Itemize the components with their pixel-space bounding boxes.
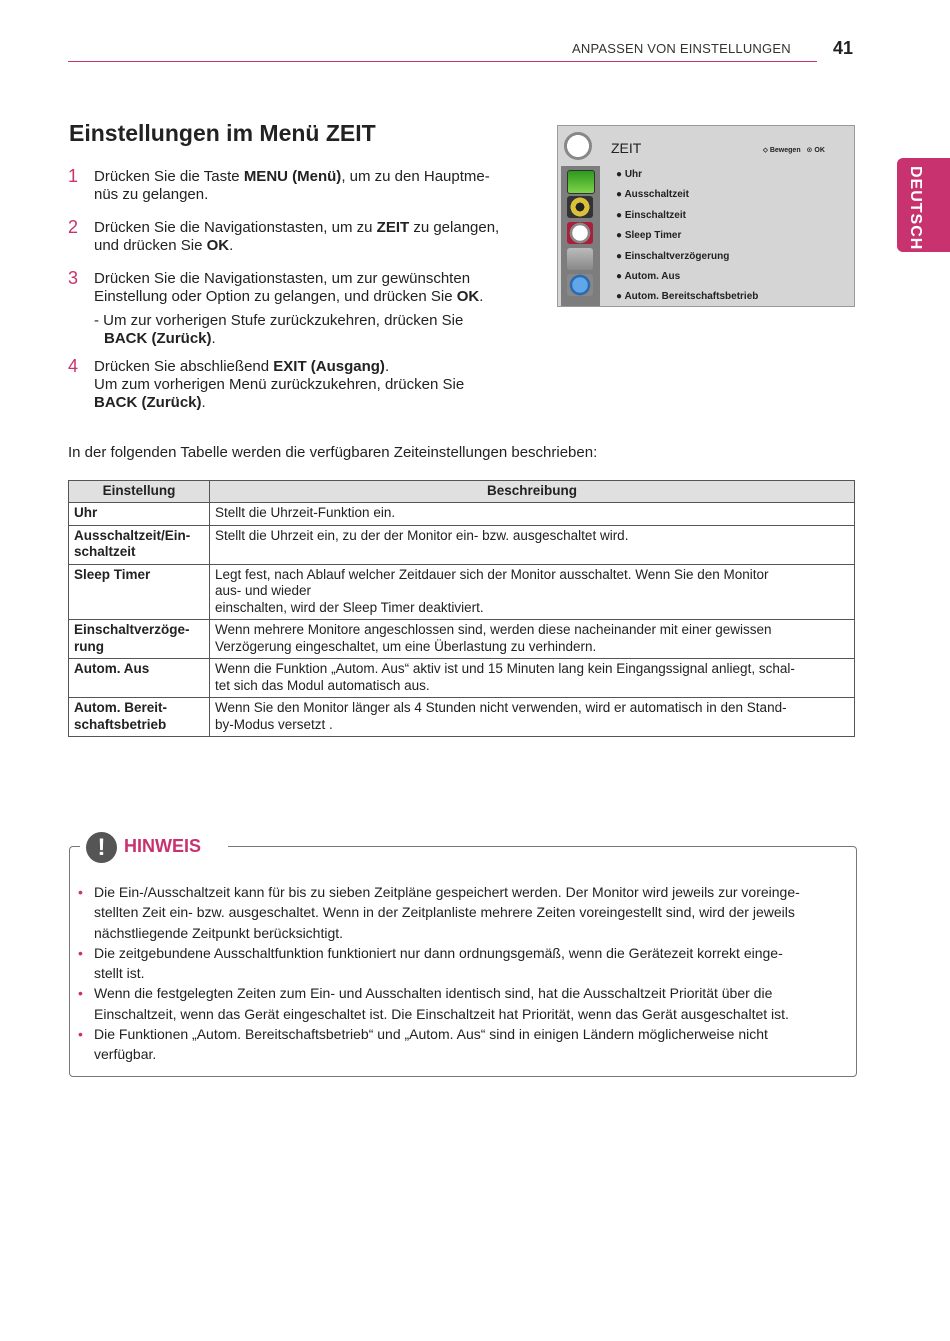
settings-category-icon [567,248,593,270]
header-rule [68,61,817,62]
note-line: stellten Zeit ein- bzw. ausgeschaltet. Wenn in der Zeitplanliste mehrere Zeiten voreingestellt sind, wird der jeweils [94,904,795,921]
navigation-arrows-icon: ⬦ [763,147,768,154]
osd-item-list [616,168,758,311]
setting-description [210,525,855,564]
ok-button-icon: ⊙ [806,147,813,154]
network-category-icon [567,274,593,296]
page-heading: Einstellungen im Menü ZEIT [69,120,376,146]
table-row [69,564,855,620]
osd-item: ● Einschaltzeit [616,209,686,221]
osd-item: ● Uhr [616,169,643,180]
subnote-text: . [211,330,216,347]
step-text-part: . [384,358,390,375]
note-item [78,1024,838,1065]
table-header-row [69,481,855,503]
setting-name [69,620,210,659]
step-number: 3 [68,268,79,288]
step-key: BACK (Zurück) [94,394,202,411]
step-text-part: Drücken Sie die Navigationstasten, um zu [94,219,377,236]
cell-line: Stellt die Uhrzeit ein, zu der der Monitor ein- bzw. ausgeschaltet wird. [215,527,629,543]
note-item [78,983,838,1024]
setting-description [210,620,855,659]
audio-category-icon [567,196,593,218]
page-number: 41 [833,38,854,58]
clock-icon [564,132,592,160]
step-text [94,358,554,412]
step-text [94,168,554,204]
osd-title: ZEIT [611,140,642,156]
cell-line: Sleep Timer [74,566,151,582]
table-row [69,659,855,698]
note-line: Einschaltzeit, wenn das Gerät eingeschaltet ist. Die Einschaltzeit hat Priorität, wenn das Gerät ausgeschaltet ist. [94,1005,789,1022]
osd-item: ● Ausschaltzeit [616,189,689,201]
osd-item-label: Einschaltzeit [624,209,686,221]
cell-line: tet sich das Modul automatisch aus. [215,677,430,693]
step-number: 4 [68,356,79,376]
note-line: Die Ein-/Ausschaltzeit kann für bis zu sieben Zeitpläne gespeichert werden. Der Monitor wird jeweils zur voreinge- [94,884,800,900]
column-header: Beschreibung [210,481,855,503]
table-row [69,503,855,526]
step-text-part: Um zum vorherigen Menü zurückzukehren, drücken Sie [94,376,465,393]
table-intro: In der folgenden Tabelle werden die verfügbaren Zeiteinstellungen beschrieben: [68,444,598,461]
cell-line: Autom. Bereit- [74,700,168,715]
language-tab [897,158,950,252]
cell-line: by-Modus versetzt . [215,716,333,732]
osd-item-label: Uhr [624,169,643,180]
setting-description [210,564,855,620]
cell-line: Wenn Sie den Monitor länger als 4 Stunden nicht verwenden, wird er automatisch in den Stand- [215,700,787,715]
step-text [94,270,554,306]
osd-item: ● Sleep Timer [616,230,682,242]
step-key: OK [206,237,230,254]
osd-item-label: Sleep Timer [624,230,682,242]
subnote-key: BACK (Zurück) [104,330,212,347]
step-number: 2 [68,217,79,237]
note-line: verfügbar. [94,1046,157,1063]
step-text-part: . [479,288,484,305]
note-list [78,882,838,1065]
setting-name [69,659,210,698]
cell-line: rung [74,638,104,654]
table-row [69,698,855,737]
setting-description [210,503,855,526]
setting-name [69,698,210,737]
setting-name [69,525,210,564]
step-2 [68,219,548,259]
osd-item: ● Einschaltverzögerung [616,250,730,262]
step-text-part: und drücken Sie [94,237,207,254]
note-title: HINWEIS [124,836,202,856]
cell-line: schaltzeit [74,544,136,559]
step-key: EXIT (Ausgang) [273,358,385,375]
cell-line: einschalten, wird der Sleep Timer deaktiviert. [215,599,484,615]
note-item [78,882,838,943]
step-4 [68,358,548,416]
cell-line: Stellt die Uhrzeit-Funktion ein. [215,505,396,520]
column-header: Einstellung [69,481,210,503]
table-row [69,525,855,564]
cell-line: Autom. Aus [74,661,150,676]
table-row [69,620,855,659]
osd-item-label: Autom. Aus [624,270,681,282]
cell-line: Verzögerung eingeschaltet, um eine Überlastung zu verhindern. [215,638,597,654]
osd-item: ● Autom. Aus [616,270,681,282]
osd-item-label: Einschaltverzögerung [624,250,730,262]
cell-line: schaftsbetrieb [74,716,167,732]
cell-line: aus- und wieder [215,583,312,598]
step-1 [68,168,548,208]
step-key: ZEIT [376,219,410,236]
note-item [78,943,838,984]
settings-table [68,480,855,737]
note-line: Wenn die festgelegten Zeiten zum Ein- und Ausschalten identisch sind, hat die Ausschaltzeit Priorität über die [94,985,773,1002]
step-3 [68,270,548,310]
language-tab-label: DEUTSCH [907,166,924,251]
note-line: Die Funktionen „Autom. Bereitschaftsbetrieb“ und „Autom. Aus“ sind in einigen Ländern möglicherweise nicht [94,1026,768,1043]
section-title: ANPASSEN VON EINSTELLUNGEN [572,41,791,56]
step-text-part: Drücken Sie die Navigationstasten, um zur gewünschten [94,270,471,287]
step-text [94,219,554,255]
cell-line: Uhr [74,505,98,520]
cell-line: Legt fest, nach Ablauf welcher Zeitdauer sich der Monitor ausschaltet. Wenn Sie den Monitor [215,566,769,582]
step-text-part: zu gelangen, [409,219,500,236]
exclamation-icon: ! [86,832,117,863]
cell-line: Einschaltverzöge- [74,622,190,637]
cell-line: Ausschaltzeit/Ein- [74,527,191,543]
step-key: OK [456,288,480,305]
time-category-icon [567,222,593,244]
step-text-part: . [229,237,234,254]
note-line: Die zeitgebundene Ausschaltfunktion funktioniert nur dann ordnungsgemäß, wenn die Gerätezeit korrekt einge- [94,944,783,961]
osd-nav-move-label: Bewegen [769,147,801,154]
step-text-part: nüs zu gelangen. [94,186,209,203]
step-3-subnote [94,312,544,348]
setting-description [210,659,855,698]
step-text-part: Drücken Sie abschließend [94,358,274,375]
subnote-text: - Um zur vorherigen Stufe zurückzukehren, drücken Sie [94,312,464,329]
step-text-part: Einstellung oder Option zu gelangen, und drücken Sie [94,288,457,305]
setting-name [69,503,210,526]
cell-line: Wenn mehrere Monitore angeschlossen sind, werden diese nacheinander mit einer gewissen [215,622,772,637]
osd-nav-hint [763,146,825,155]
osd-item: ● Autom. Bereitschaftsbetrieb [616,291,759,303]
cell-line: Wenn die Funktion „Autom. Aus“ aktiv ist und 15 Minuten lang kein Eingangssignal anliegt, schal- [215,661,795,676]
step-text-part: Drücken Sie die Taste [94,168,244,185]
osd-item-label: Autom. Bereitschaftsbetrieb [624,291,759,303]
picture-category-icon [567,170,595,194]
step-text-part: . [201,394,206,411]
note-line: stellt ist. [94,965,145,982]
note-line: nächstliegende Zeitpunkt berücksichtigt. [94,924,344,941]
step-number: 1 [68,166,79,186]
step-key: MENU (Menü) [243,168,342,185]
setting-name [69,564,210,620]
osd-menu-screenshot [557,125,855,307]
osd-item-label: Ausschaltzeit [624,189,689,201]
osd-nav-ok-label: OK [814,147,825,154]
step-text-part: , um zu den Hauptme- [341,168,490,185]
setting-description [210,698,855,737]
